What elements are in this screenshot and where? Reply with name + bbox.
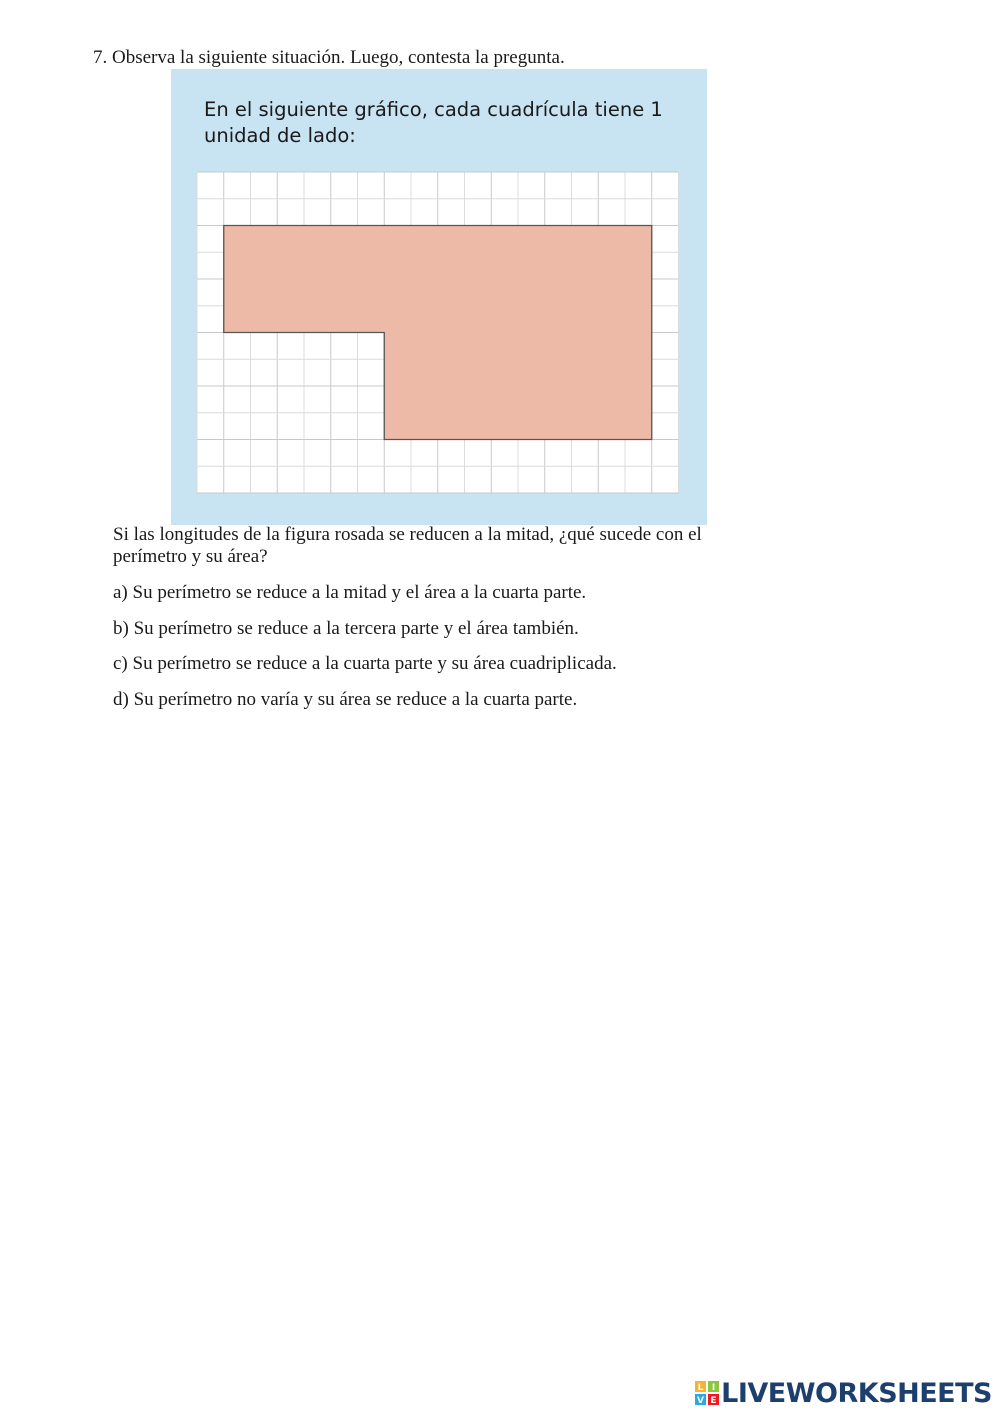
option-d[interactable]: d) Su perímetro no varía y su área se reduce a la cuarta parte. xyxy=(113,688,578,710)
figure-panel xyxy=(171,69,707,525)
logo-letter-e: E xyxy=(710,1396,717,1405)
option-a[interactable]: a) Su perímetro se reduce a la mitad y el área a la cuarta parte. xyxy=(113,582,587,603)
grid-figure xyxy=(171,69,707,525)
logo-letter-i: I xyxy=(711,1383,716,1393)
option-b[interactable]: b) Su perímetro se reduce a la tercera parte y el área también. xyxy=(113,617,579,639)
liveworksheets-logo-icon xyxy=(695,1381,719,1405)
brand-footer xyxy=(695,1377,992,1409)
logo-letter-v: V xyxy=(697,1396,705,1405)
logo-letter-l: L xyxy=(697,1383,704,1393)
question-title: 7. Observa la siguiente situación. Luego, contesta la pregunta. xyxy=(93,47,565,68)
option-c[interactable]: c) Su perímetro se reduce a la cuarta parte y su área cuadriplicada. xyxy=(113,653,617,674)
figure-caption: En el siguiente gráfico, cada cuadrícula tiene 1 unidad de lado: xyxy=(204,98,663,147)
question-prompt: Si las longitudes de la figura rosada se reducen a la mitad, ¿qué sucede con el perímetro y su área? xyxy=(113,524,702,567)
answer-options xyxy=(113,581,617,723)
brand-name: LIVEWORKSHEETS xyxy=(721,1377,992,1409)
